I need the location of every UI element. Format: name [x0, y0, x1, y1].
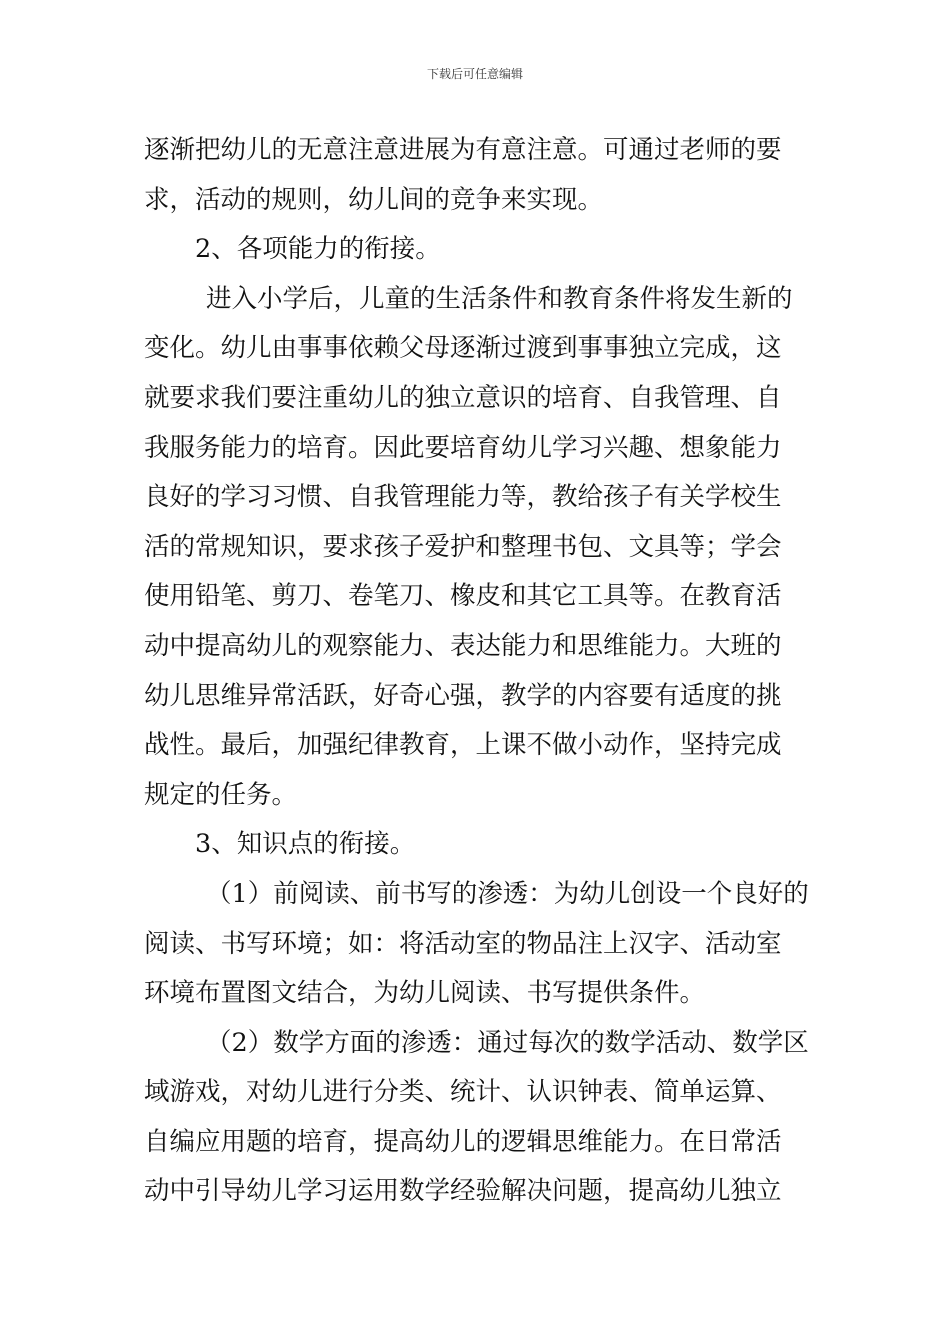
text-line: 活的常规知识，要求孩子爱护和整理书包、文具等；学会 — [144, 531, 782, 562]
text-line: （2）数学方面的渗透：通过每次的数学活动、数学区 — [206, 1027, 809, 1058]
text-line: 我服务能力的培育。因此要培育幼儿学习兴趣、想象能力 — [144, 432, 782, 463]
text-line: （1）前阅读、前书写的渗透：为幼儿创设一个良好的 — [206, 878, 809, 909]
text-line: 就要求我们要注重幼儿的独立意识的培育、自我管理、自 — [144, 382, 782, 413]
section-heading: 3、知识点的衔接。 — [195, 829, 416, 860]
text-line: 变化。幼儿由事事依赖父母逐渐过渡到事事独立完成，这 — [144, 333, 782, 364]
text-line: 规定的任务。 — [144, 779, 298, 810]
text-line: 域游戏，对幼儿进行分类、统计、认识钟表、简单运算、 — [144, 1077, 782, 1108]
text-line: 自编应用题的培育，提高幼儿的逻辑思维能力。在日常活 — [144, 1126, 782, 1157]
text-line: 幼儿思维异常活跃，好奇心强，教学的内容要有适度的挑 — [144, 680, 782, 711]
text-line: 逐渐把幼儿的无意注意进展为有意注意。可通过老师的要 — [144, 135, 782, 165]
text-line: 进入小学后，儿童的生活条件和教育条件将发生新的 — [206, 283, 793, 314]
text-line: 良好的学习习惯、自我管理能力等，教给孩子有关学校生 — [144, 482, 782, 513]
text-line: 战性。最后，加强纪律教育，上课不做小动作，坚持完成 — [144, 730, 782, 761]
document-body — [144, 126, 810, 1217]
text-line: 动中引导幼儿学习运用数学经验解决问题，提高幼儿独立 — [144, 1176, 782, 1207]
text-line: 求，活动的规则，幼儿间的竞争来实现。 — [144, 184, 604, 215]
text-line: 阅读、书写环境；如：将活动室的物品注上汉字、活动室 — [144, 928, 782, 959]
text-line: 环境布置图文结合，为幼儿阅读、书写提供条件。 — [144, 978, 706, 1009]
text-line: 动中提高幼儿的观察能力、表达能力和思维能力。大班的 — [144, 630, 782, 661]
section-heading: 2、各项能力的衔接。 — [195, 234, 441, 265]
text-line: 使用铅笔、剪刀、卷笔刀、橡皮和其它工具等。在教育活 — [144, 581, 782, 612]
page-header: 下载后可任意编辑 — [426, 67, 523, 81]
